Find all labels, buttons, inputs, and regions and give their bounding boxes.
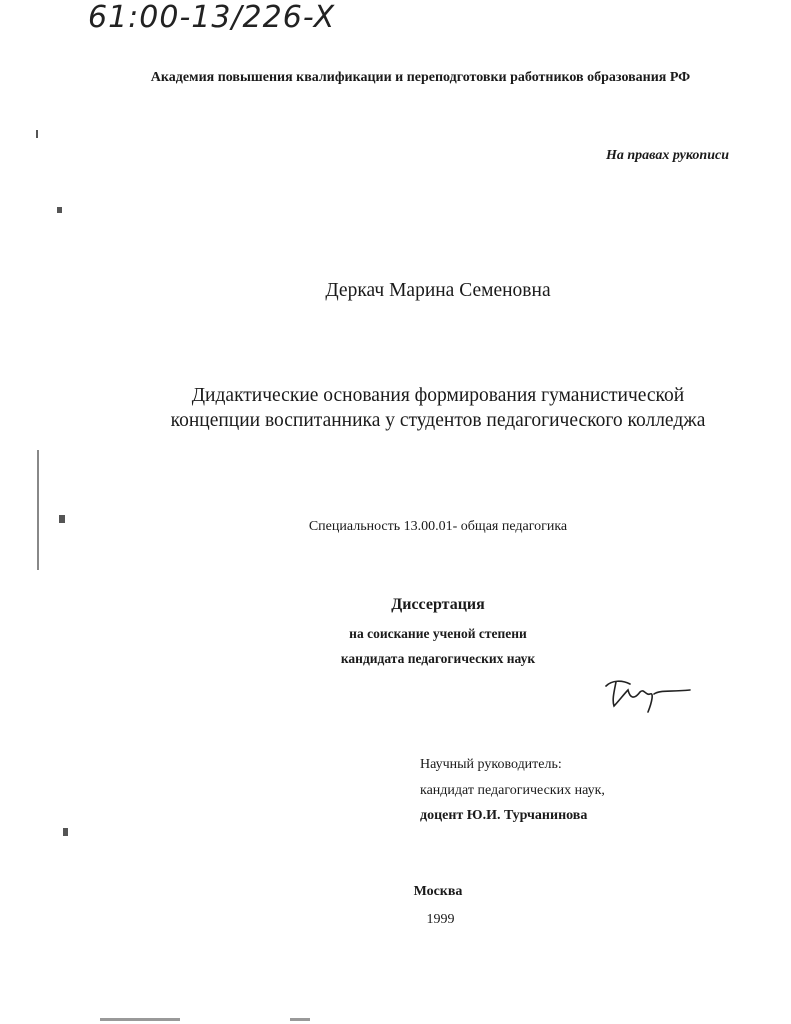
supervisor-name: доцент Ю.И. Турчанинова <box>420 808 588 823</box>
scan-speck <box>57 207 62 213</box>
title-line-2: концепции воспитанника у студентов педагогического колледжа <box>170 410 706 431</box>
archive-code: 61:00-13/226-X <box>88 0 336 35</box>
signature-graphic <box>600 672 700 716</box>
scan-edge-line <box>37 450 39 570</box>
specialty: Специальность 13.00.01- общая педагогика <box>308 519 568 534</box>
scan-speck <box>36 130 38 138</box>
organization-name: Академия повышения квалификации и переподготовки работников образования РФ <box>150 70 691 85</box>
supervisor-label: Научный руководитель: <box>420 757 562 772</box>
dissertation-heading: Диссертация <box>391 596 485 613</box>
scan-speck <box>59 515 65 523</box>
publication-year: 1999 <box>426 912 455 927</box>
publication-city: Москва <box>413 884 463 899</box>
author-name: Деркач Марина Семеновна <box>325 280 551 301</box>
scan-bottom-edge <box>100 1018 180 1021</box>
scan-bottom-edge <box>290 1018 310 1021</box>
manuscript-rights-note: На правах рукописи <box>606 148 729 163</box>
title-line-1: Дидактические основания формирования гуманистической <box>191 385 685 406</box>
dissertation-degree-line-1: на соискание ученой степени <box>349 626 527 641</box>
supervisor-degree: кандидат педагогических наук, <box>420 783 605 798</box>
dissertation-degree-line-2: кандидата педагогических наук <box>340 651 536 666</box>
scan-speck <box>63 828 68 836</box>
dissertation-title <box>0 383 791 433</box>
